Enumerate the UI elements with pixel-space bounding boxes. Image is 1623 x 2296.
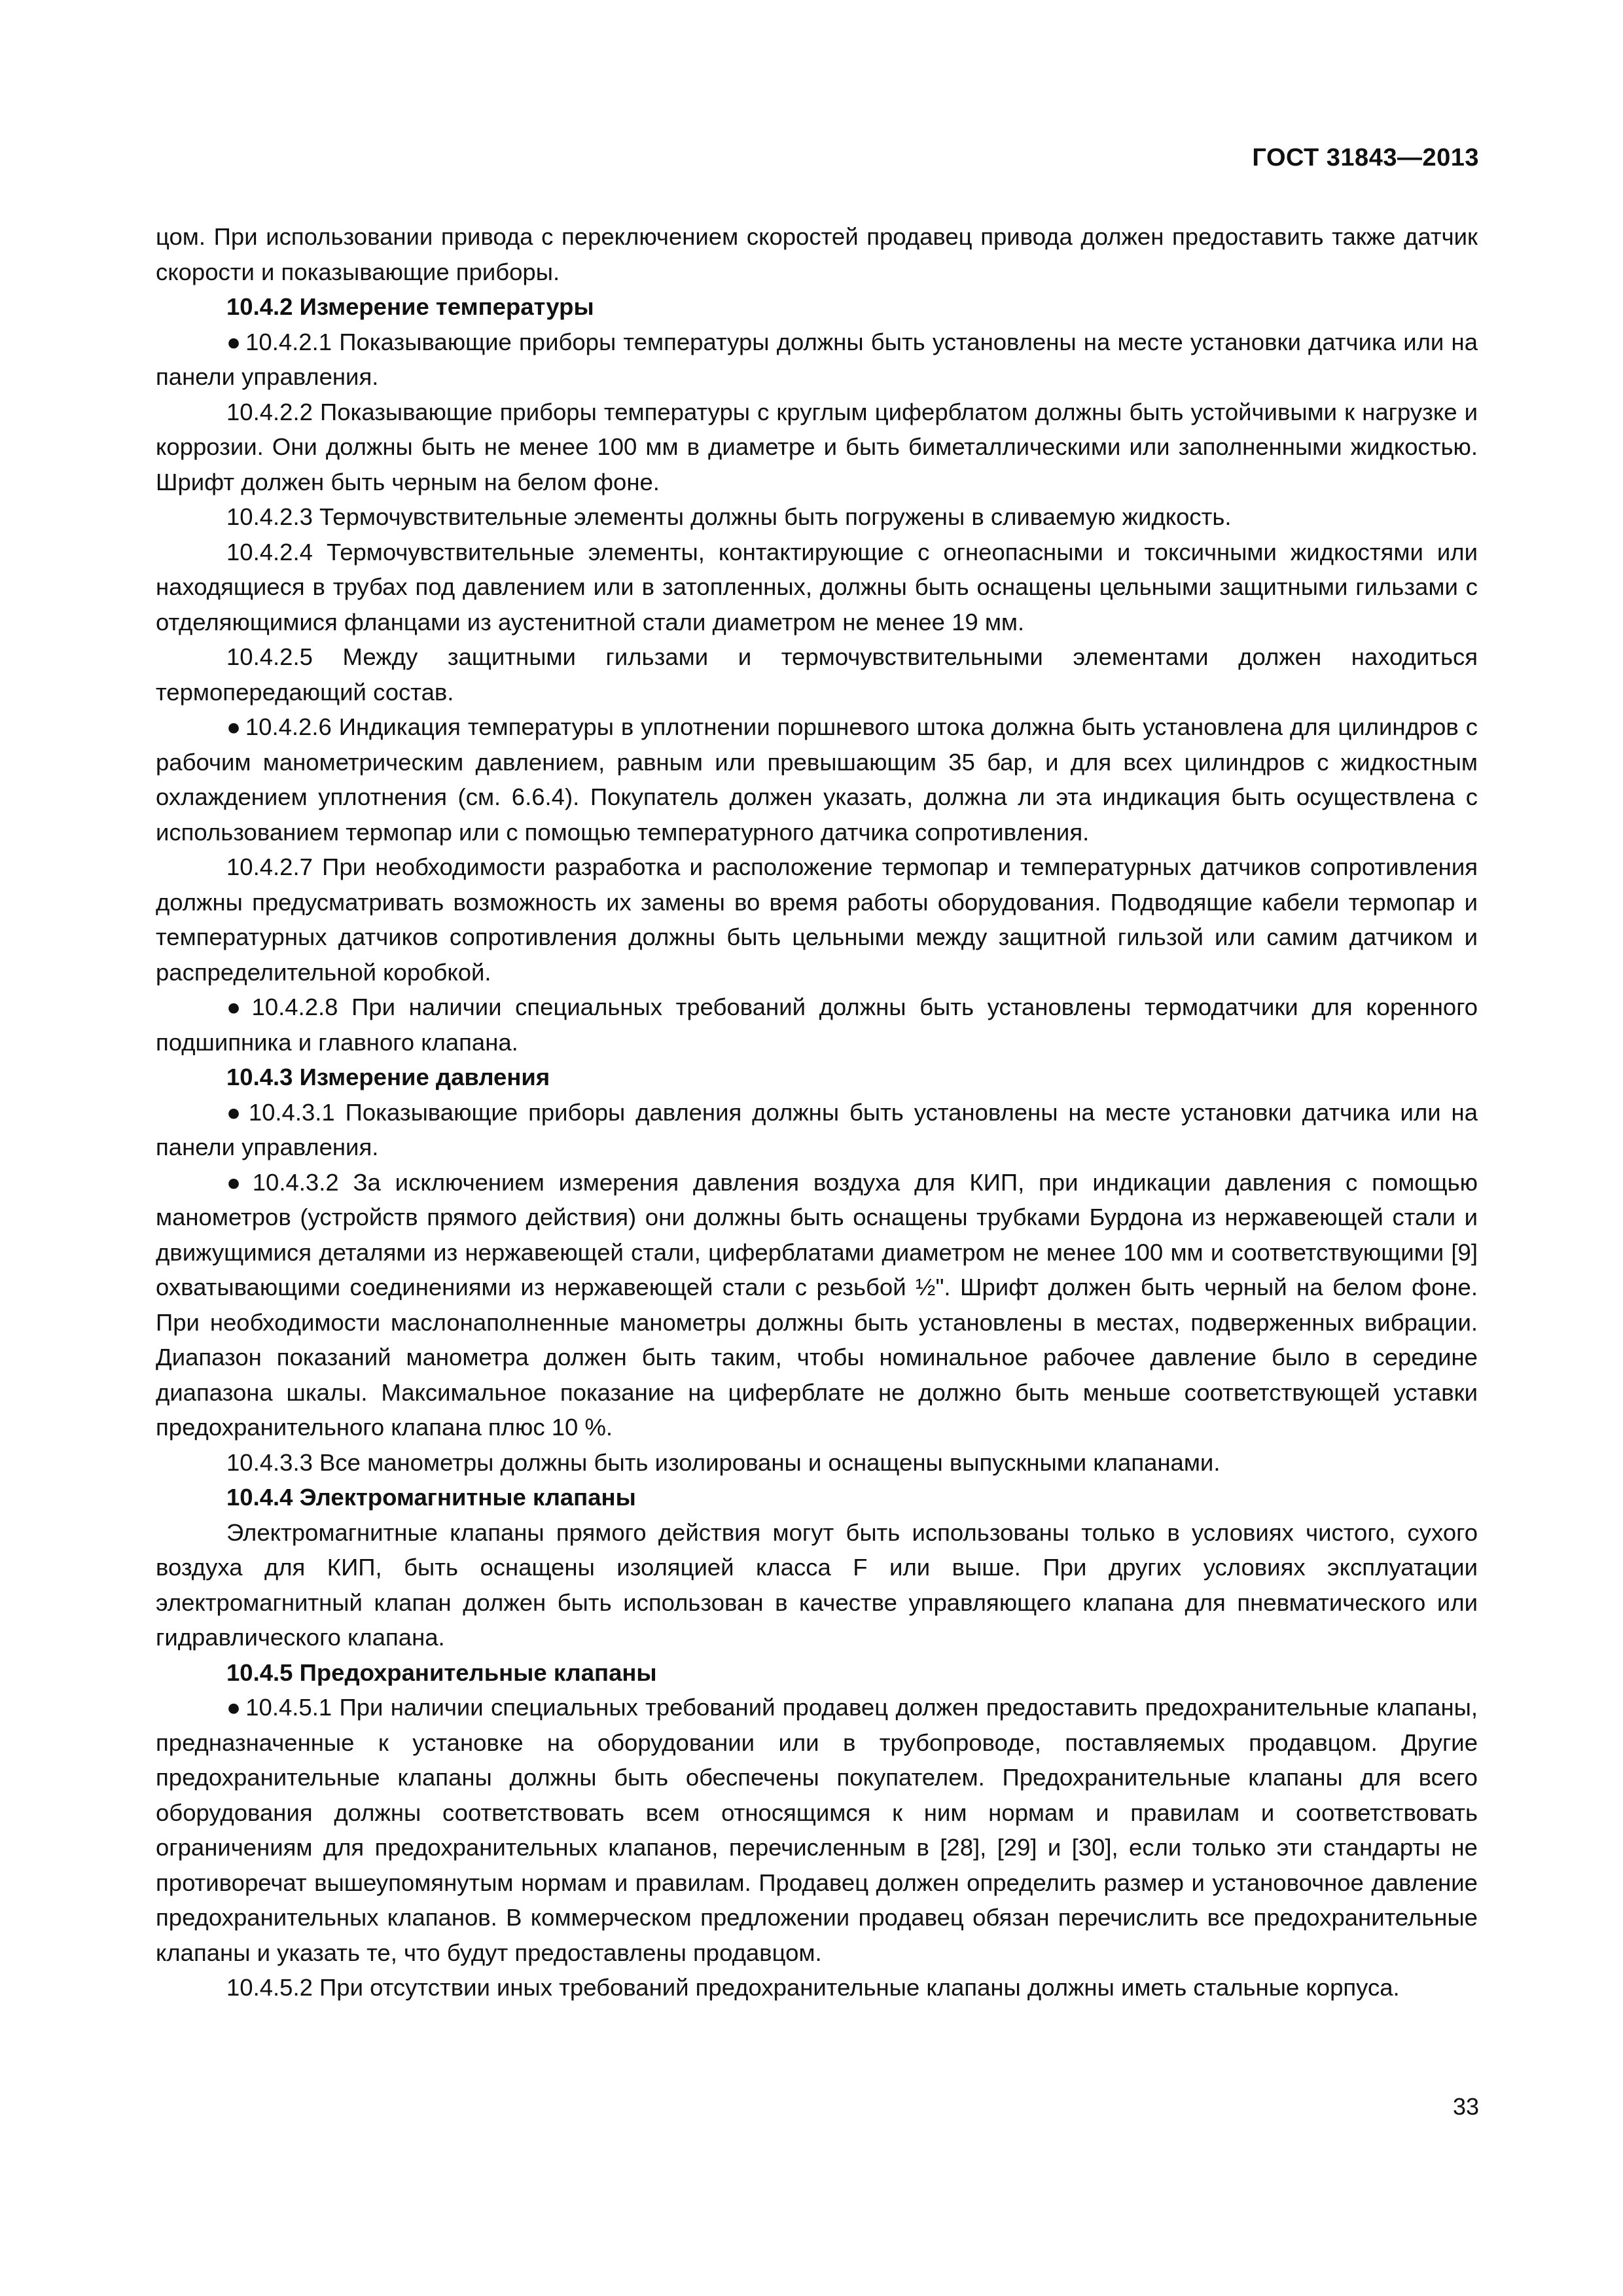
paragraph-10-4-2-3: 10.4.2.3 Термочувствительные элементы должны быть погружены в сливаемую жидкость. [226,503,1232,530]
bullet-icon: ● [226,713,241,740]
paragraph-10-4-3-3: 10.4.3.3 Все манометры должны быть изолированы и оснащены выпускными клапанами. [226,1448,1221,1476]
paragraph-10-4-5-1 [156,1690,1478,1970]
paragraph-10-4-5-2: 10.4.5.2 При отсутствии иных требований предохранительные клапаны должны иметь стальные корпуса. [226,1974,1400,2001]
bullet-icon: ● [226,328,242,355]
paragraph-text: 10.4.2.8 При наличии специальных требований должны быть установлены термодатчики для коренного подшипника и главного клапана. [156,994,1478,1056]
section-heading-10-4-4: 10.4.4 Электромагнитные клапаны [226,1484,636,1511]
bullet-icon: ● [226,1098,245,1126]
paragraph-continuation: цом. При использовании привода с переключением скоростей продавец привода должен предоставить также датчик скорости и показывающие приборы. [156,223,1478,285]
paragraph-10-4-3-1 [156,1095,1478,1165]
paragraph-10-4-2-4: 10.4.2.4 Термочувствительные элементы, контактирующие с огнеопасными и токсичными жидкостями или находящиеся в трубах под давлением или в затопленных, должны быть оснащены цельными защитными гильзами с отделяющимися фланцами из аустенитной стали диаметром не менее 19 мм. [156,538,1478,636]
section-heading-10-4-5: 10.4.5 Предохранительные клапаны [226,1659,657,1686]
paragraph-10-4-2-1 [156,325,1478,395]
paragraph-10-4-2-8 [156,990,1478,1060]
page-number: 33 [1452,2093,1479,2120]
paragraph-10-4-3-2 [156,1165,1478,1445]
document-body [156,219,1478,2005]
paragraph-10-4-4: Электромагнитные клапаны прямого действия могут быть использованы только в условиях чистого, сухого воздуха для КИП, быть оснащены изоляцией класса F или выше. При других условиях эксплуатации электромагнитный клапан должен быть использован в качестве управляющего клапана для пневматического или гидравлического клапана. [156,1518,1478,1651]
paragraph-text: 10.4.5.1 При наличии специальных требований продавец должен предоставить предохранительные клапаны, предназначенные к установке на оборудовании или в трубопроводе, поставляемых продавцом. Другие предохранительные клапаны должны быть обеспечены покупателем. Предохранительные клапаны для всего оборудования должны соответствовать всем относящимся к ним нормам и правилам и соответствовать ограничениям для предохранительных клапанов, перечисленным в [28], [29] и [30], если только эти стандарты не противоречат вышеупомянутым нормам и правилам. Продавец должен определить размер и установочное давление предохранительных клапанов. В коммерческом предложении продавец обязан перечислить все предохранительные клапаны и указать те, что будут предоставлены продавцом. [156,1694,1478,1966]
bullet-icon: ● [226,1168,249,1196]
section-heading-10-4-2: 10.4.2 Измерение температуры [226,293,594,320]
paragraph-text: 10.4.2.6 Индикация температуры в уплотнении поршневого штока должна быть установлена для цилиндров с рабочим манометрическим давлением, равным или превышающим 35 бар, и для всех цилиндров с жидкостным охлаждением уплотнения (см. 6.6.4). Покупатель должен указать, должна ли эта индикация быть осуществлена с использованием термопар или с помощью температурного датчика сопротивления. [156,713,1478,846]
standard-header: ГОСТ 31843—2013 [1252,144,1479,171]
paragraph-10-4-2-5: 10.4.2.5 Между защитными гильзами и термочувствительными элементами должен находиться термопередающий состав. [156,643,1478,706]
paragraph-text: 10.4.3.1 Показывающие приборы давления должны быть установлены на месте установки датчика или на панели управления. [156,1098,1478,1160]
bullet-icon: ● [226,994,248,1020]
paragraph-text: 10.4.3.2 За исключением измерения давления воздуха для КИП, при индикации давления с помощью манометров (устройств прямого действия) они должны быть оснащены трубками Бурдона из нержавеющей стали и движущимися деталями из нержавеющей стали, циферблатами диаметром не менее 100 мм и соответствующими [9] охватывающими соединениями из нержавеющей стали с резьбой ½". Шрифт должен быть черный на белом фоне. При необходимости маслонаполненные манометры должны быть установлены в местах, подверженных вибрации. Диапазон показаний манометра должен быть таким, чтобы номинальное рабочее давление было в середине диапазона шкалы. Максимальное показание на циферблате не должно быть меньше соответствующей уставки предохранительного клапана плюс 10 %. [156,1168,1478,1441]
paragraph-10-4-2-7: 10.4.2.7 При необходимости разработка и расположение термопар и температурных датчиков сопротивления должны предусматривать возможность их замены во время работы оборудования. Подводящие кабели термопар и температурных датчиков сопротивления должны быть цельными между защитной гильзой или самим датчиком и распределительной коробкой. [156,853,1478,986]
section-heading-10-4-3: 10.4.3 Измерение давления [226,1064,550,1090]
paragraph-text: 10.4.2.1 Показывающие приборы температуры должны быть установлены на месте установки датчика или на панели управления. [156,328,1478,390]
paragraph-10-4-2-6 [156,709,1478,850]
bullet-icon: ● [226,1694,242,1721]
paragraph-10-4-2-2: 10.4.2.2 Показывающие приборы температуры с круглым циферблатом должны быть устойчивыми к нагрузке и коррозии. Они должны быть не менее 100 мм в диаметре и быть биметаллическими или заполненными жидкостью. Шрифт должен быть черным на белом фоне. [156,398,1478,495]
